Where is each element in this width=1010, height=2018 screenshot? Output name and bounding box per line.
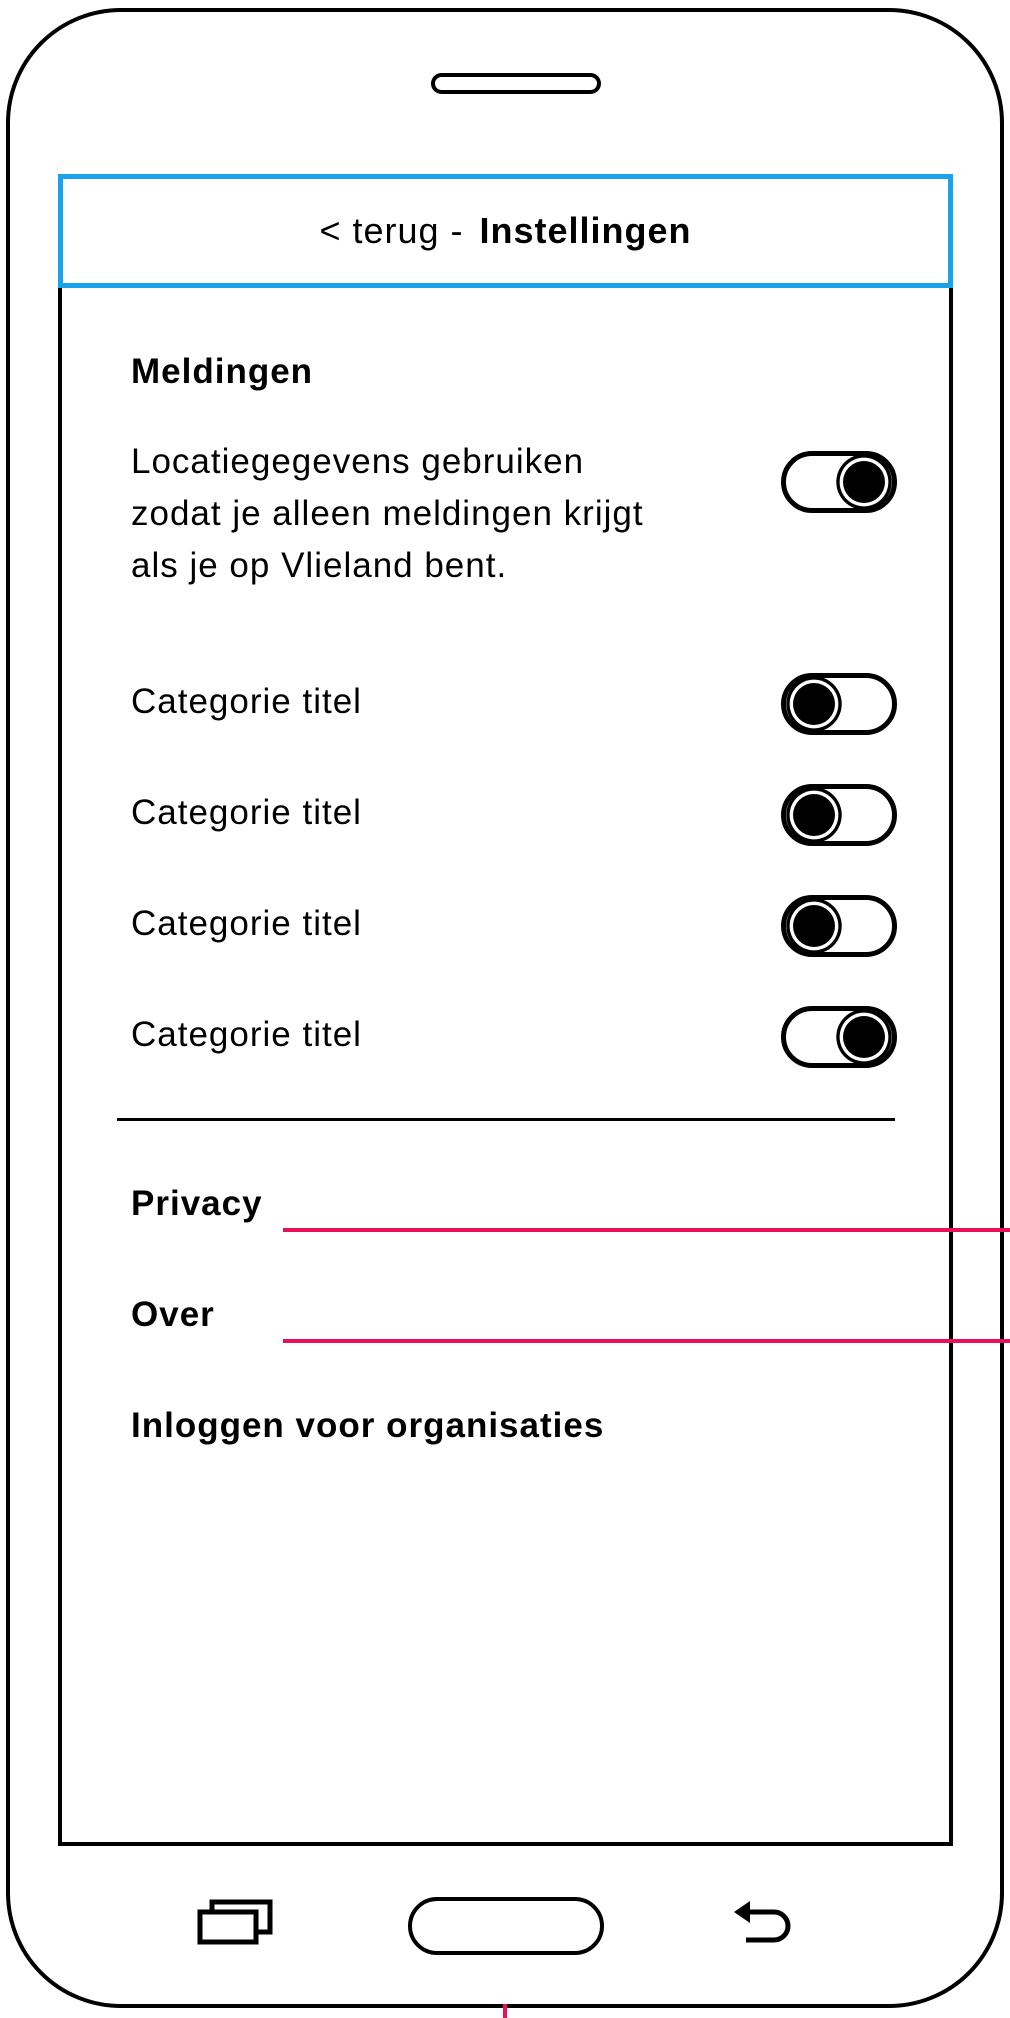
- toggle-knob: [843, 461, 885, 503]
- annotation-line-bottom: [503, 2004, 507, 2018]
- over-link[interactable]: Over: [131, 1295, 215, 1334]
- category-toggle-4[interactable]: [781, 1006, 897, 1068]
- toggle-knob: [843, 1016, 885, 1058]
- speaker-slot: [431, 73, 601, 94]
- login-organisations-link[interactable]: Inloggen voor organisaties: [131, 1406, 605, 1445]
- home-button[interactable]: [408, 1897, 604, 1955]
- back-arrow-icon[interactable]: [732, 1898, 796, 1946]
- page-title: Instellingen: [479, 210, 692, 251]
- header-bar: [58, 174, 953, 288]
- category-label: Categorie titel: [131, 793, 362, 832]
- toggle-knob: [793, 905, 835, 947]
- annotation-line-privacy: [283, 1228, 1010, 1232]
- privacy-link[interactable]: Privacy: [131, 1184, 263, 1223]
- location-toggle[interactable]: [781, 451, 897, 513]
- category-label: Categorie titel: [131, 1015, 362, 1054]
- section-divider: [117, 1118, 895, 1121]
- category-toggle-1[interactable]: [781, 673, 897, 735]
- toggle-knob: [793, 683, 835, 725]
- section-title-meldingen: Meldingen: [131, 352, 314, 391]
- category-label: Categorie titel: [131, 682, 362, 721]
- category-label: Categorie titel: [131, 904, 362, 943]
- toggle-knob: [793, 794, 835, 836]
- location-description: Locatiegegevens gebruiken zodat je alleen meldingen krijgt als je op Vlieland bent.: [131, 442, 644, 585]
- annotation-line-over: [283, 1339, 1010, 1343]
- back-link[interactable]: < terug -: [319, 210, 464, 251]
- recent-apps-icon[interactable]: [196, 1898, 276, 1946]
- category-toggle-3[interactable]: [781, 895, 897, 957]
- category-toggle-2[interactable]: [781, 784, 897, 846]
